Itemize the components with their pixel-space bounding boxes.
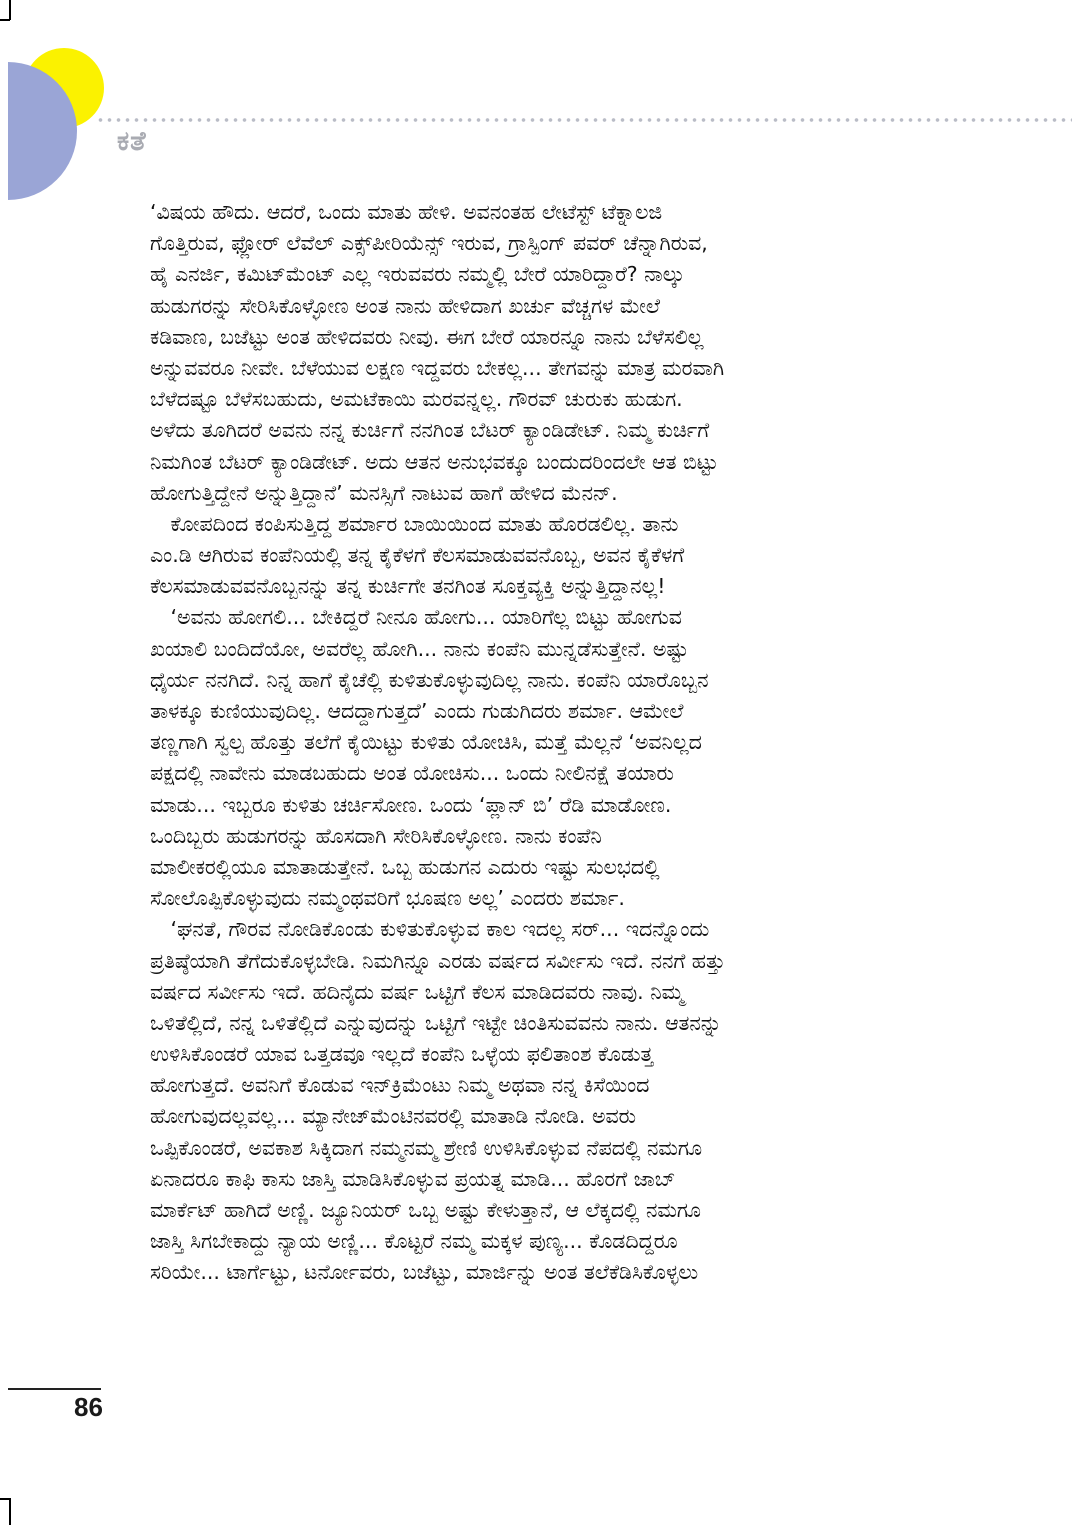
story-line: ಸರಿಯೇ... ಟಾರ್ಗೆಟ್ಟು, ಟರ್ನೋವರು, ಬಜೆಟ್ಟು, ಮಾರ್ಜಿನ್ನು ಅಂತ ತಲೆಕೆಡಿಸಿಕೊಳ್ಳಲು [150,1260,699,1285]
story-line: ಸೋಲೊಪ್ಪಿಕೊಳ್ಳುವುದು ನಮ್ಮಂಥವರಿಗೆ ಭೂಷಣ ಅಲ್ಲ’ ಎಂದರು ಶರ್ಮಾ. [150,886,625,911]
story-line: ಹೈ ಎನರ್ಜಿ, ಕಮಿಟ್‌ಮೆಂಟ್ ಎಲ್ಲ ಇರುವವರು ನಮ್ಮಲ್ಲಿ ಬೇರೆ ಯಾರಿದ್ದಾರೆ? ನಾಲ್ಕು [150,262,685,287]
story-line: ಧೈರ್ಯ ನನಗಿದೆ. ನಿನ್ನ ಹಾಗೆ ಕೈಚೆಲ್ಲಿ ಕುಳಿತುಕೊಳ್ಳುವುದಿಲ್ಲ ನಾನು. ಕಂಪೆನಿ ಯಾರೊಬ್ಬನ [150,667,709,692]
footer-rule [8,1388,101,1390]
story-line: ಗೊತ್ತಿರುವ, ಫ್ಲೋರ್ ಲೆವೆಲ್ ಎಕ್ಸ್‌ಪೀರಿಯೆನ್ಸ್ ಇರುವ, ಗ್ರಾಸ್ಪಿಂಗ್ ಪವರ್ ಚೆನ್ನಾಗಿರುವ, [150,231,708,256]
story-line: ಪಕ್ಷದಲ್ಲಿ ನಾವೇನು ಮಾಡಬಹುದು ಅಂತ ಯೋಚಿಸು... ಒಂದು ನೀಲಿನಕ್ಷೆ ತಯಾರು [150,761,674,786]
story-line: ಖಯಾಲಿ ಬಂದಿದೆಯೋ, ಅವರೆಲ್ಲ ಹೋಗಿ... ನಾನು ಕಂಪೆನಿ ಮುನ್ನಡೆಸುತ್ತೇನೆ. ಅಷ್ಟು [150,636,689,661]
story-text [150,197,910,1289]
story-line: ಅಳೆದು ತೂಗಿದರೆ ಅವನು ನನ್ನ ಕುರ್ಚಿಗೆ ನನಗಿಂತ ಬೆಟರ್ ಕ್ಯಾಂಡಿಡೇಟ್. ನಿಮ್ಮ ಕುರ್ಚಿಗೆ [150,418,710,443]
section-title: ಕತೆ [117,126,147,157]
crop-mark-bottom-vertical [9,1498,11,1525]
story-line: ‘ಅವನು ಹೋಗಲಿ... ಬೇಕಿದ್ದರೆ ನೀನೂ ಹೋಗು... ಯಾರಿಗೆಲ್ಲ ಬಿಟ್ಟು ಹೋಗುವ [150,605,682,630]
story-line: ಎಂ.ಡಿ ಆಗಿರುವ ಕಂಪೆನಿಯಲ್ಲಿ ತನ್ನ ಕೈಕೆಳಗೆ ಕೆಲಸಮಾಡುವವನೊಬ್ಬ, ಅವನ ಕೈಕೆಳಗೆ [150,543,685,568]
story-line: ಹೋಗುವುದಲ್ಲವಲ್ಲ... ಮ್ಯಾನೇಜ್‌ಮೆಂಟಿನವರಲ್ಲಿ ಮಾತಾಡಿ ನೋಡಿ. ಅವರು [150,1104,636,1129]
story-line: ಜಾಸ್ತಿ ಸಿಗಬೇಕಾದ್ದು ನ್ಯಾಯ ಅಣ್ಣಿ... ಕೊಟ್ಟರೆ ನಮ್ಮ ಮಕ್ಕಳ ಪುಣ್ಯ... ಕೊಡದಿದ್ದರೂ [150,1229,678,1254]
story-line: ಬೆಳೆದಷ್ಟೂ ಬೆಳೆಸಬಹುದು, ಅಮಟೆಕಾಯಿ ಮರವನ್ನಲ್ಲ. ಗೌರವ್ ಚುರುಕು ಹುಡುಗ. [150,387,683,412]
story-line: ನಿಮಗಿಂತ ಬೆಟರ್ ಕ್ಯಾಂಡಿಡೇಟ್. ಅದು ಆತನ ಅನುಭವಕ್ಕೂ ಬಂದುದರಿಂದಲೇ ಆತ ಬಿಟ್ಟು [150,449,719,474]
dotted-rule [96,117,1072,123]
story-line: ಅನ್ನುವವರೂ ನೀವೇ. ಬೆಳೆಯುವ ಲಕ್ಷಣ ಇದ್ದವರು ಬೇಕಲ್ಲ... ತೇಗವನ್ನು ಮಾತ್ರ ಮರವಾಗಿ [150,355,725,380]
story-line: ‘ಘನತೆ, ಗೌರವ ನೋಡಿಕೊಂಡು ಕುಳಿತುಕೊಳ್ಳುವ ಕಾಲ ಇದಲ್ಲ ಸರ್... ಇದನ್ನೊಂದು [150,917,710,942]
story-line: ಮಾಲೀಕರಲ್ಲಿಯೂ ಮಾತಾಡುತ್ತೇನೆ. ಒಬ್ಬ ಹುಡುಗನ ಎದುರು ಇಷ್ಟು ಸುಲಭದಲ್ಲಿ [150,854,660,879]
story-line: ಉಳಿಸಿಕೊಂಡರೆ ಯಾವ ಒತ್ತಡವೂ ಇಲ್ಲದೆ ಕಂಪೆನಿ ಒಳ್ಳೆಯ ಫಲಿತಾಂಶ ಕೊಡುತ್ತ [150,1042,654,1067]
story-line: ಕೋಪದಿಂದ ಕಂಪಿಸುತ್ತಿದ್ದ ಶರ್ಮಾರ ಬಾಯಿಯಿಂದ ಮಾತು ಹೊರಡಲಿಲ್ಲ. ತಾನು [150,511,679,536]
crop-mark-bottom-horizontal [0,1498,10,1500]
story-line: ಒಂದಿಬ್ಬರು ಹುಡುಗರನ್ನು ಹೊಸದಾಗಿ ಸೇರಿಸಿಕೊಳ್ಳೋಣ. ನಾನು ಕಂಪೆನಿ [150,823,602,848]
story-line: ಒಳಿತೆಲ್ಲಿದೆ, ನನ್ನ ಒಳಿತೆಲ್ಲಿದೆ ಎನ್ನುವುದನ್ನು ಒಟ್ಟಿಗೆ ಇಟ್ಟೇ ಚಿಂತಿಸುವವನು ನಾನು. ಆತನನ್ನು [150,1010,722,1035]
story-line: ಕಡಿವಾಣ, ಬಜೆಟ್ಟು ಅಂತ ಹೇಳಿದವರು ನೀವು. ಈಗ ಬೇರೆ ಯಾರನ್ನೂ ನಾನು ಬೆಳೆಸಲಿಲ್ಲ [150,324,704,349]
page-number: 86 [74,1392,103,1422]
story-line: ಮಾಡು... ಇಬ್ಬರೂ ಕುಳಿತು ಚರ್ಚಿಸೋಣ. ಒಂದು ‘ಪ್ಲಾನ್ ಬಿ’ ರೆಡಿ ಮಾಡೋಣ. [150,792,672,817]
story-line: ಮಾರ್ಕೆಟ್ ಹಾಗಿದೆ ಅಣ್ಣಿ. ಜ್ಯೂನಿಯರ್ ಒಬ್ಬ ಅಷ್ಟು ಕೇಳುತ್ತಾನೆ, ಆ ಲೆಕ್ಕದಲ್ಲಿ ನಮಗೂ [150,1198,702,1222]
story-line: ಹುಡುಗರನ್ನು ಸೇರಿಸಿಕೊಳ್ಳೋಣ ಅಂತ ನಾನು ಹೇಳಿದಾಗ ಖರ್ಚು ವೆಚ್ಚಗಳ ಮೇಲೆ [150,293,661,318]
story-line: ಹೋಗುತ್ತದೆ. ಅವನಿಗೆ ಕೊಡುವ ಇನ್‌ಕ್ರಿಮೆಂಟು ನಿಮ್ಮ ಅಥವಾ ನನ್ನ ಕಿಸೆಯಿಂದ [150,1073,650,1098]
story-line: ತಣ್ಣಗಾಗಿ ಸ್ವಲ್ಪ ಹೊತ್ತು ತಲೆಗೆ ಕೈಯಿಟ್ಟು ಕುಳಿತು ಯೋಚಿಸಿ, ಮತ್ತೆ ಮೆಲ್ಲನೆ ‘ಅವನಿಲ್ಲದ [150,730,702,755]
story-line: ‘ವಿಷಯ ಹೌದು. ಆದರೆ, ಒಂದು ಮಾತು ಹೇಳಿ. ಅವನಂತಹ ಲೇಟೆಸ್ಟ್ ಟೆಕ್ನಾಲಜಿ [150,200,663,224]
story-line: ಏನಾದರೂ ಕಾಫಿ ಕಾಸು ಜಾಸ್ತಿ ಮಾಡಿಸಿಕೊಳ್ಳುವ ಪ್ರಯತ್ನ ಮಾಡಿ... ಹೊರಗೆ ಜಾಬ್ [150,1166,676,1191]
story-line: ತಾಳಕ್ಕೂ ಕುಣಿಯುವುದಿಲ್ಲ. ಆದದ್ದಾಗುತ್ತದೆ’ ಎಂದು ಗುಡುಗಿದರು ಶರ್ಮಾ. ಆಮೇಲೆ [150,699,684,723]
story-line: ಒಪ್ಪಿಕೊಂಡರೆ, ಅವಕಾಶ ಸಿಕ್ಕಿದಾಗ ನಮ್ಮನಮ್ಮ ಶ್ರೇಣಿ ಉಳಿಸಿಕೊಳ್ಳುವ ನೆಪದಲ್ಲಿ ನಮಗೂ [150,1135,703,1160]
decorative-circles [0,0,140,220]
story-line: ವರ್ಷದ ಸರ್ವೀಸು ಇದೆ. ಹದಿನೈದು ವರ್ಷ ಒಟ್ಟಿಗೆ ಕೆಲಸ ಮಾಡಿದವರು ನಾವು. ನಿಮ್ಮ [150,979,684,1004]
story-line: ಕೆಲಸಮಾಡುವವನೊಬ್ಬನನ್ನು ತನ್ನ ಕುರ್ಚಿಗೇ ತನಗಿಂತ ಸೂಕ್ತವ್ಯಕ್ತಿ ಅನ್ನುತ್ತಿದ್ದಾನಲ್ಲ! [150,574,666,599]
story-line: ಹೋಗುತ್ತಿದ್ದೇನೆ ಅನ್ನುತ್ತಿದ್ದಾನೆ’ ಮನಸ್ಸಿಗೆ ನಾಟುವ ಹಾಗೆ ಹೇಳಿದ ಮೆನನ್. [150,480,618,505]
story-line: ಪ್ರತಿಷ್ಠೆಯಾಗಿ ತೆಗೆದುಕೊಳ್ಳಬೇಡಿ. ನಿಮಗಿನ್ನೂ ಎರಡು ವರ್ಷದ ಸರ್ವೀಸು ಇದೆ. ನನಗೆ ಹತ್ತು [150,948,726,973]
